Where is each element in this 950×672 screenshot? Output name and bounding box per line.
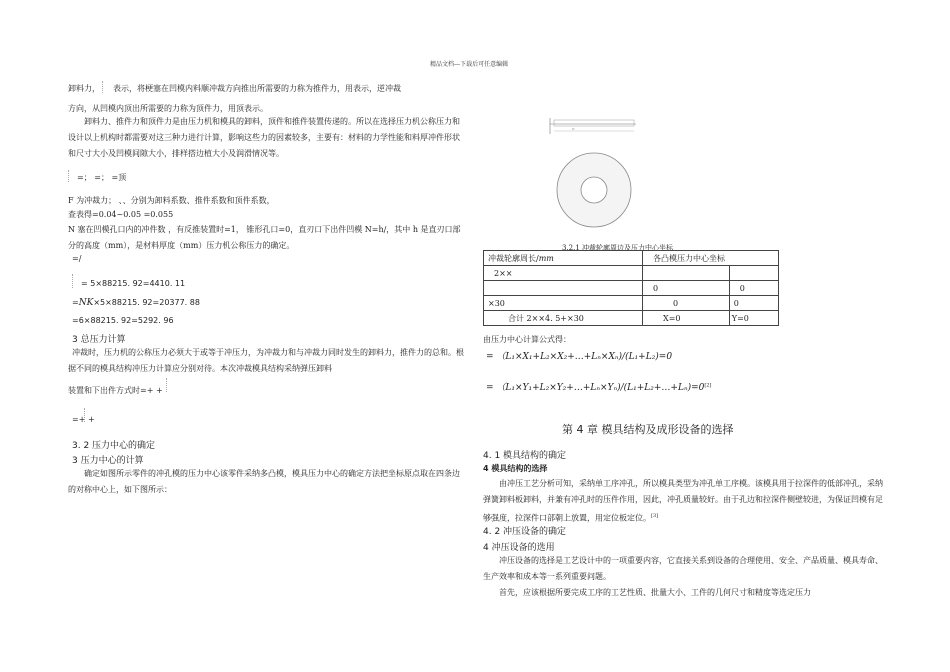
- paragraph-f-definition: F 为冲裁力； 、、分别为卸料系数、推件系数和顶件系数，: [68, 196, 275, 205]
- svg-text:Ø: Ø: [572, 127, 575, 131]
- table-cell: 0: [729, 281, 778, 296]
- pressure-center-table: [483, 250, 779, 326]
- paragraph-pressure-center: 确定如图所示零件的冲孔模的压力中心该零件采纳多凸模，模具压力中心的确定方法把坐标原点取在四条边的对称中心上，如下图所示：: [68, 469, 460, 494]
- paragraph-unload-force: [68, 81, 401, 94]
- table-header-row: [484, 251, 779, 266]
- small-formula-image: [68, 170, 77, 182]
- text-fragment: 表示，将梗塞在凹模内料顺冲裁方向推出所需要的力称为推件力，用表示，逆冲裁: [113, 84, 401, 93]
- table-cell: ×30: [484, 296, 643, 311]
- section-4-1-heading: 4. 1 模具结构的确定: [483, 451, 567, 461]
- section-total-force: 3 总压力计算: [72, 335, 126, 345]
- paragraph-top-force: 方向，从凹模内顶出所需要的力称为顶件力，用顶表示。: [68, 104, 268, 113]
- citation: [2]: [704, 382, 712, 389]
- part-drawing-figure: [546, 110, 646, 242]
- paragraph-equipment-first: 首先，应该根据所要完成工序的工艺性质、批量大小、工件的几何尺寸和精度等选定压力: [499, 588, 811, 597]
- formula-label: 由压力中心计算公式得：: [483, 335, 571, 344]
- table-cell: 0: [643, 281, 730, 296]
- equation-unload: [72, 274, 185, 288]
- table-header-cell: [484, 251, 643, 266]
- table-row: [484, 266, 779, 281]
- figure-caption: 3.2.1 冲裁轮廓周边及压力中心坐标: [562, 244, 674, 252]
- table-cell: 0: [643, 296, 730, 311]
- citation: [3]: [651, 513, 659, 519]
- table-cell: [729, 266, 778, 281]
- formula-x-center: = （L₁×X₁+L₂×X₂+…+Lₙ×Xₙ)/(L₁+L₂)=0: [486, 352, 673, 362]
- text-fragment: 由冲压工艺分析可知，采纳单工序冲孔，所以模具类型为冲孔单工序模。该模具用于拉深件的低部冲孔，采纳弹簧卸料板卸料，并兼有冲孔时的压件作用，因此，冲孔质量较好。由于孔边和拉深件侧壁较进，为保证凹模有足够强度，拉深件口部朝上放置，用定位板定位。: [483, 479, 883, 523]
- equation-top: =6×88215. 92=5292. 96: [72, 316, 174, 325]
- equation-text: =+ +: [72, 415, 95, 424]
- equation-symbol: NK: [78, 298, 94, 308]
- table-cell: X=0: [643, 311, 730, 326]
- small-formula-image: [84, 408, 93, 422]
- equation-text: =； =； =顶: [77, 173, 127, 182]
- part-drawing-svg: [546, 110, 646, 242]
- paragraph-mold-structure: [483, 476, 883, 527]
- equation-push: [72, 298, 200, 308]
- header-unit: mm: [538, 253, 554, 263]
- paragraph-total-force: 冲裁时，压力机的公称压力必须大于或等于冲压力，为冲裁力和与冲裁力同时发生的卸料力，推件力的总和。根据不同的模具结构冲压力计算应分别对待。本次冲裁模具结构采纳弹压卸料: [68, 348, 464, 373]
- equation-ratio: =/: [72, 254, 82, 263]
- paragraph-n-definition: N 塞在凹模孔口内的冲件数 ，有反推装置时=1， 锥形孔口=0，直刃口下出件凹模 N=h/，其中 h 是直刃口部分的高度（mm），是材料厚度（mm）压力机公称压力的确定。: [68, 225, 461, 250]
- equation-coefficients: [68, 170, 126, 183]
- table-row: [484, 296, 779, 311]
- equation-text: =: [72, 298, 79, 307]
- page-header: 精品文档---下载后可任意编辑: [430, 61, 509, 68]
- section-4-2-heading: 4. 2 冲压设备的确定: [483, 527, 567, 537]
- section-3-2-sub: 3 压力中心的计算: [72, 456, 144, 466]
- table-cell: [484, 281, 643, 296]
- small-formula-image: [72, 274, 81, 288]
- table-header-cell: 各凸模压力中心坐标: [643, 251, 779, 266]
- table-cell: [643, 266, 730, 281]
- paragraph-table-lookup: 查表得=0.04~0.05 =0.055: [68, 210, 174, 219]
- table-row: [484, 311, 779, 326]
- section-3-2-heading: 3. 2 压力中心的确定: [72, 441, 156, 451]
- formula-y-center: [486, 380, 711, 393]
- equation-text: = 5×88215. 92=4410. 11: [81, 279, 186, 288]
- paragraph-force-factors: 卸料力、推件力和顶件力是由压力机和模具的卸料，顶件和推件装置传递的。所以在选择压力机公称压力和设计以上机构时都需要对这三种力进行计算，影响这些力的因素较多，主要有：材料的力学性能和料厚冲件形状和尺寸大小及凹模间隙大小，排样搭边植大小及润滑情况等。: [68, 117, 460, 158]
- table-row: [484, 281, 779, 296]
- small-formula-image: [166, 378, 175, 392]
- table-cell: 2××: [484, 266, 643, 281]
- equation-text: ×5×88215. 92=20377. 88: [93, 298, 200, 307]
- text-fragment: 卸料力，: [68, 84, 100, 93]
- paragraph-equipment-selection: 冲压设备的选择是工艺设计中的一项重要内容，它直接关系到设备的合理使用、安全、产品质量、模具寿命、生产效率和成本等一系列重要问题。: [483, 556, 883, 581]
- table-cell: 合计 2××4. 5+×30: [484, 311, 643, 326]
- paragraph-discharge-method: [68, 385, 163, 396]
- table-cell: Y=0: [729, 311, 778, 326]
- header-text: 冲裁轮廓周长/: [488, 253, 539, 263]
- text-fragment: 装置和下出件方式时=+ +: [68, 386, 163, 395]
- chapter-4-title: 第 4 章 模具结构及成形设备的选择: [562, 423, 734, 436]
- section-4-2-sub: 4 冲压设备的选用: [483, 543, 555, 553]
- formula-text: = （L₁×Y₁+L₂×Y₂+…+Lₙ×Yₙ)/(L₁+L₂+…+Lₙ)=0: [486, 383, 705, 393]
- table-cell: 0: [729, 296, 778, 311]
- small-formula-image: [102, 81, 111, 93]
- section-4-1-sub: 4 模具结构的选择: [483, 464, 548, 473]
